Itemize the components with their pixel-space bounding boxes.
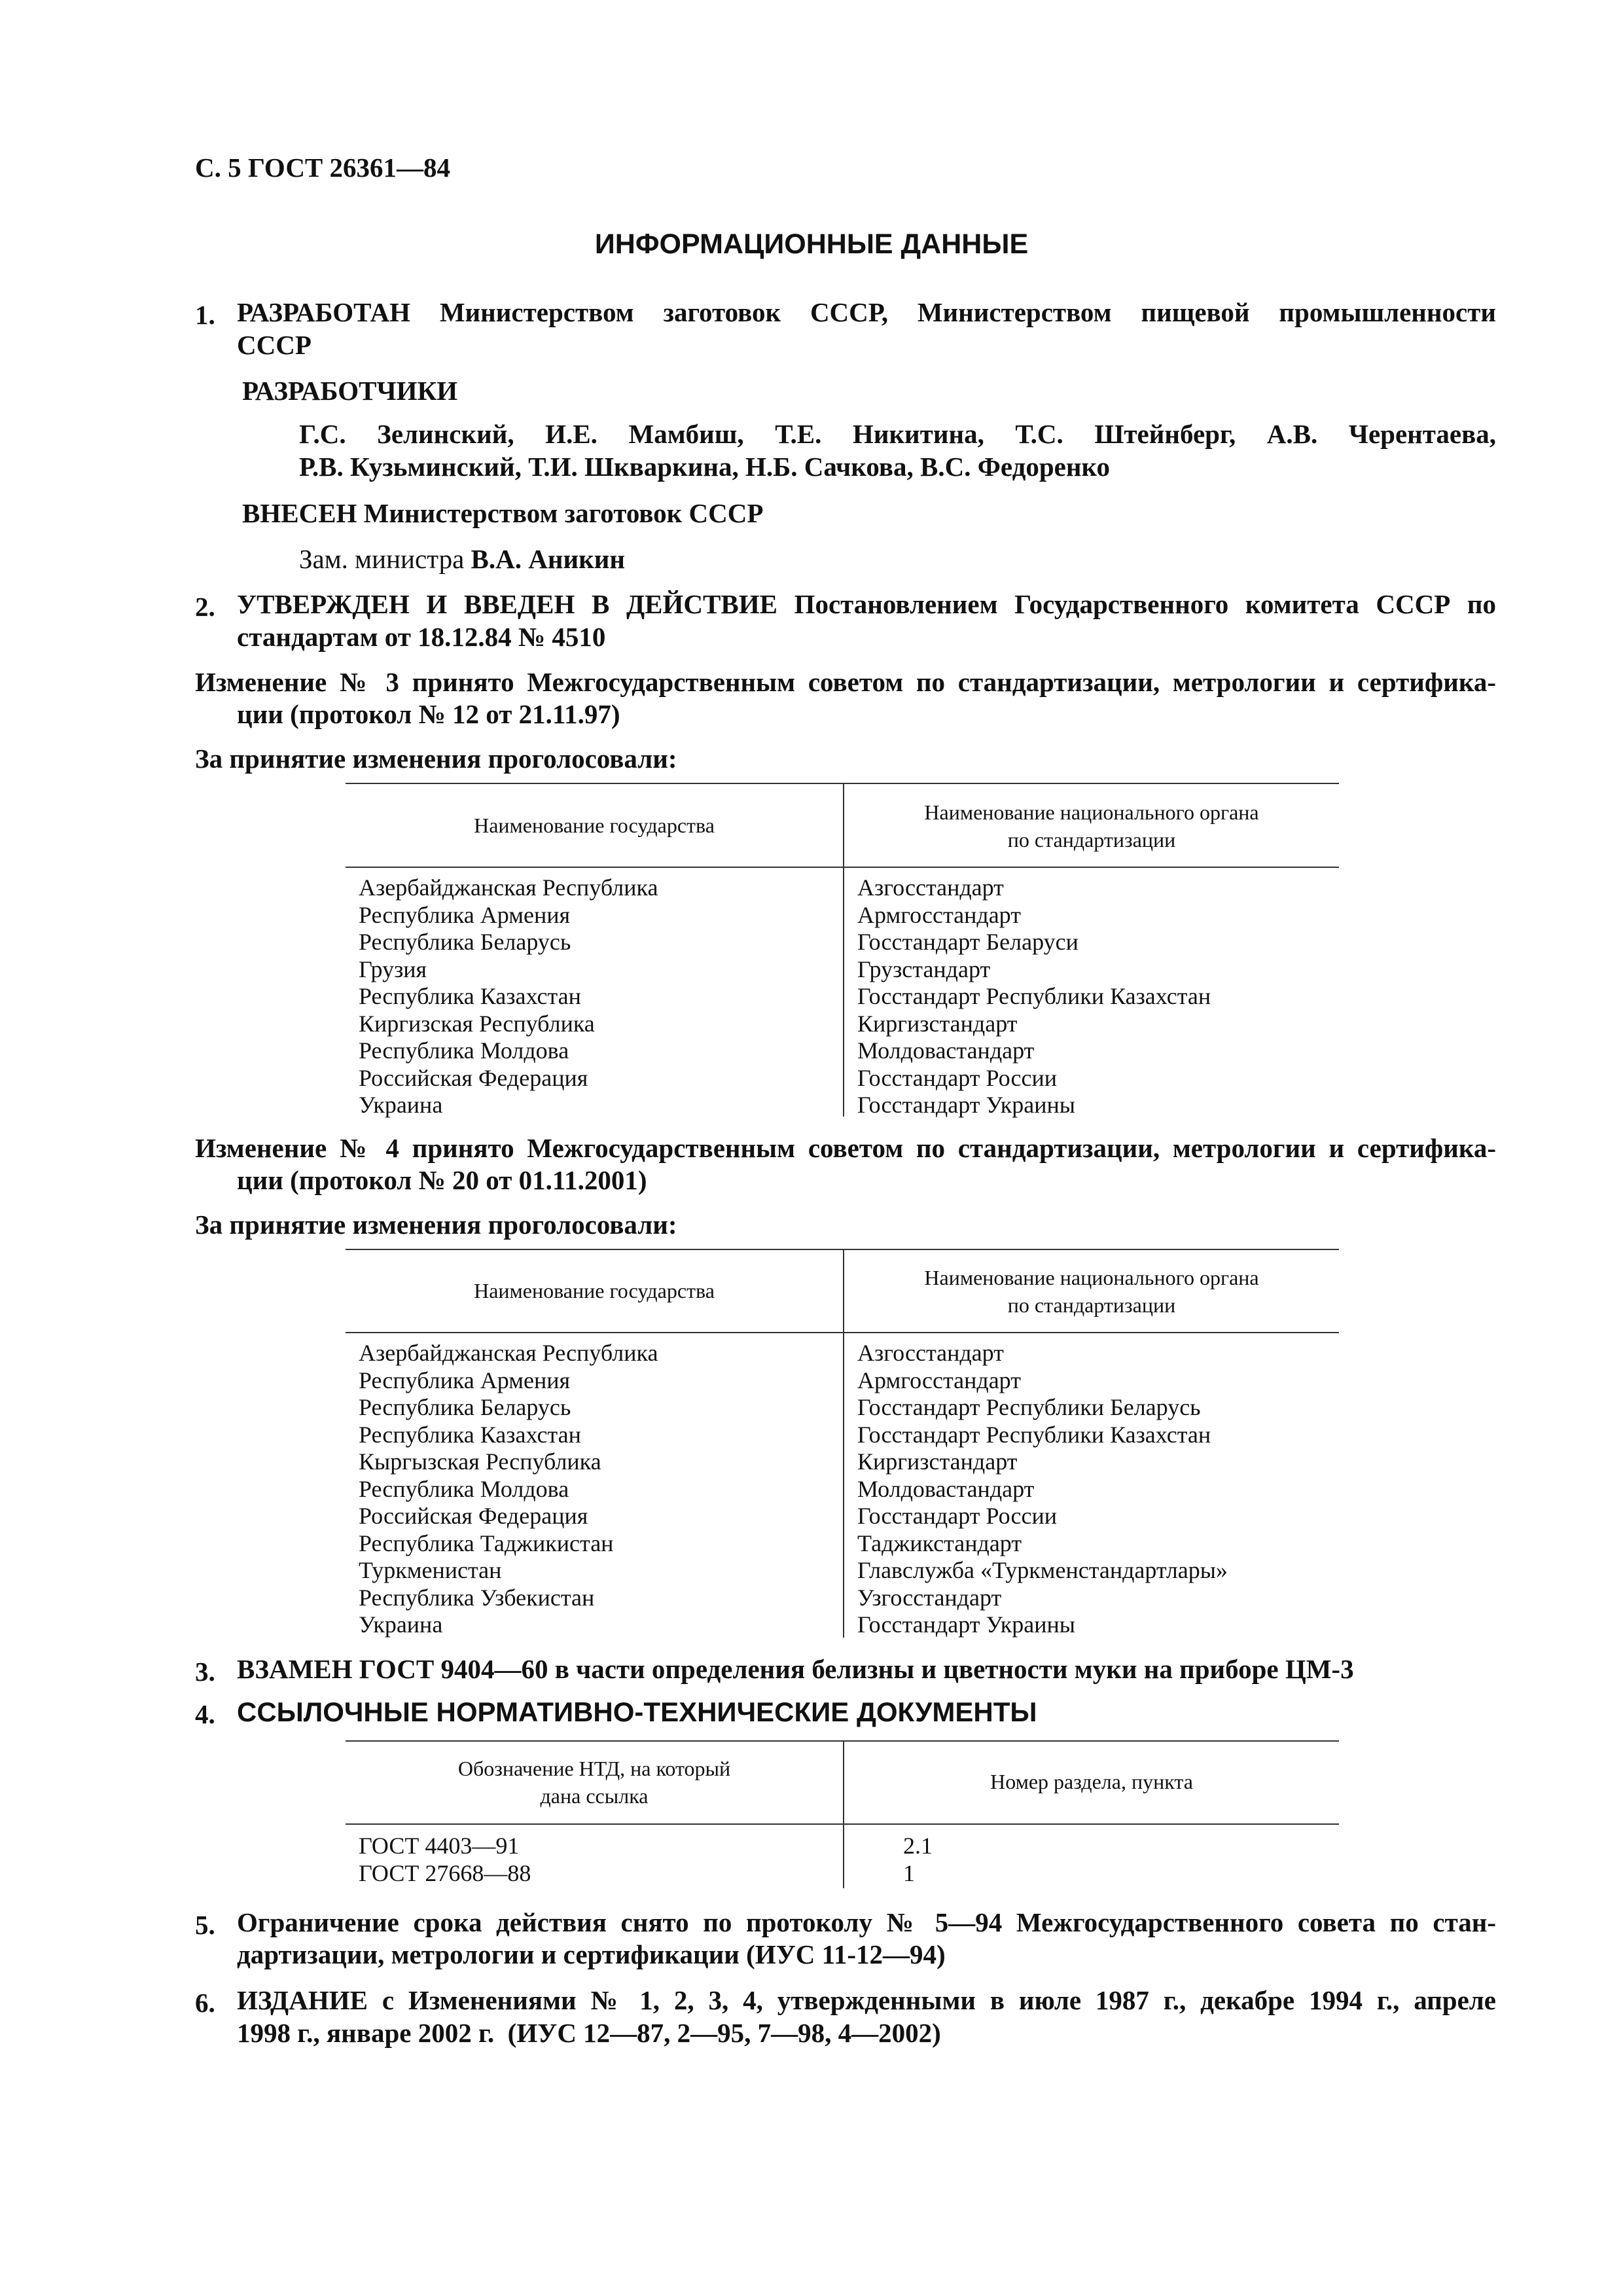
section-number-cell: 1 xyxy=(903,1859,915,1886)
state-cell: Туркменистан xyxy=(359,1557,502,1583)
col-header-body-line-1: Наименование национального органа xyxy=(924,1266,1259,1289)
change-4-line-1: Изменение № 4 принято Межгосударственным советом по стандартизации, метрологии и сертифика- xyxy=(195,1133,1496,1163)
state-cell: Азербайджанская Республика xyxy=(359,1340,658,1366)
standards-body-cell: Госстандарт Республики Казахстан xyxy=(857,983,1211,1009)
section-number-cell: 2.1 xyxy=(903,1833,933,1859)
col-header-document xyxy=(346,1755,843,1810)
state-cell: Республика Армения xyxy=(359,901,571,928)
change-3-voted-label: За принятие изменения проголосовали: xyxy=(195,744,677,774)
page-header: С. 5 ГОСТ 26361—84 xyxy=(195,152,451,183)
standards-body-cell: Молдовастандарт xyxy=(857,1475,1035,1502)
item-6-line-2: 1998 г., январе 2002 г. (ИУС 12—87, 2—95, 7—98, 4—2002) xyxy=(237,2018,941,2048)
standards-body-cell: Узгосстандарт xyxy=(857,1584,1002,1611)
standards-body-cell: Киргизстандарт xyxy=(857,1010,1018,1037)
bodies-column xyxy=(857,874,1211,1119)
state-cell: Кыргызская Республика xyxy=(359,1448,601,1475)
standards-body-cell: Госстандарт Украины xyxy=(857,1092,1075,1118)
item-6-number: 6. xyxy=(195,1988,215,2018)
standards-body-cell: Армгосстандарт xyxy=(857,901,1021,928)
col-header-body xyxy=(844,1264,1339,1319)
state-cell: Республика Армения xyxy=(359,1367,571,1393)
col-header-document-line-2: дана ссылка xyxy=(540,1784,649,1808)
deputy-name: В.А. Аникин xyxy=(471,544,625,574)
change-4-voted-label: За принятие изменения проголосовали: xyxy=(195,1210,677,1240)
item-2-number: 2. xyxy=(195,592,215,622)
item-3-number: 3. xyxy=(195,1657,215,1687)
table-header-rule xyxy=(346,867,1339,868)
table-header-rule xyxy=(346,1332,1339,1333)
standards-body-cell: Грузстандарт xyxy=(857,956,991,982)
change-4-line-2: ции (протокол № 20 от 01.11.2001) xyxy=(237,1165,647,1195)
sections-column xyxy=(903,1833,933,1887)
table-top-rule xyxy=(346,1740,1339,1742)
item-1-number: 1. xyxy=(195,300,215,330)
state-cell: Республика Казахстан xyxy=(359,983,581,1009)
developers-line-2: Р.В. Кузьминский, Т.И. Шкваркина, Н.Б. Сачкова, В.С. Федоренко xyxy=(299,452,1111,482)
documents-column xyxy=(359,1833,531,1887)
standards-body-cell: Главслужба «Туркменстандартлары» xyxy=(857,1557,1228,1583)
state-cell: Республика Молдова xyxy=(359,1475,569,1502)
col-header-section: Номер раздела, пункта xyxy=(990,1770,1193,1793)
standards-body-cell: Госстандарт Украины xyxy=(857,1611,1075,1638)
col-header-body-line-2: по стандартизации xyxy=(1007,1293,1176,1317)
state-cell: Республика Беларусь xyxy=(359,1394,571,1420)
item-3-text: ВЗАМЕН ГОСТ 9404—60 в части определения белизны и цветности муки на приборе ЦМ-3 xyxy=(237,1654,1354,1684)
change-3-line-1: Изменение № 3 принято Межгосударственным советом по стандартизации, метрологии и сертифика- xyxy=(195,667,1496,697)
item-5-line-1: Ограничение срока действия снято по протоколу № 5—94 Межгосударственного совета по стан- xyxy=(237,1907,1496,1937)
reference-document-cell: ГОСТ 4403—91 xyxy=(359,1833,520,1859)
deputy-label: Зам. министра xyxy=(299,544,465,574)
item-4-number: 4. xyxy=(195,1699,215,1729)
item-5-number: 5. xyxy=(195,1910,215,1940)
introduced-by: ВНЕСЕН Министерством заготовок СССР xyxy=(242,498,764,528)
item-5-line-2: дартизации, метрологии и сертификации (ИУС 11-12—94) xyxy=(237,1939,946,1969)
table-top-rule xyxy=(346,1249,1339,1250)
item-2-line-2: стандартам от 18.12.84 № 4510 xyxy=(237,622,606,652)
bodies-column xyxy=(857,1340,1228,1639)
state-cell: Грузия xyxy=(359,956,427,982)
item-2-line-1: УТВЕРЖДЕН И ВВЕДЕН В ДЕЙСТВИЕ Постановлением Государственного комитета СССР по xyxy=(237,589,1496,619)
deputy-minister xyxy=(299,546,625,573)
standards-body-cell: Азгосстандарт xyxy=(857,1340,1004,1366)
state-cell: Республика Таджикистан xyxy=(359,1530,614,1556)
table-top-rule xyxy=(346,783,1339,784)
standards-body-cell: Киргизстандарт xyxy=(857,1448,1018,1475)
col-header-body-line-1: Наименование национального органа xyxy=(924,800,1259,824)
col-header-body xyxy=(844,798,1339,853)
document-title: ИНФОРМАЦИОННЫЕ ДАННЫЕ xyxy=(594,228,1029,260)
standards-body-cell: Армгосстандарт xyxy=(857,1367,1021,1393)
item-1-line-2: СССР xyxy=(237,330,312,360)
state-cell: Киргизская Республика xyxy=(359,1010,595,1037)
item-4-text: ССЫЛОЧНЫЕ НОРМАТИВНО-ТЕХНИЧЕСКИЕ ДОКУМЕНТЫ xyxy=(237,1696,1037,1727)
col-header-state: Наименование государства xyxy=(474,1279,715,1302)
standards-body-cell: Госстандарт Беларуси xyxy=(857,929,1079,955)
state-cell: Российская Федерация xyxy=(359,1064,588,1091)
change-3-line-2: ции (протокол № 12 от 21.11.97) xyxy=(237,699,620,729)
standards-body-cell: Госстандарт России xyxy=(857,1064,1057,1091)
standards-body-cell: Госстандарт России xyxy=(857,1503,1057,1529)
developers-line-1: Г.С. Зелинский, И.Е. Мамбиш, Т.Е. Никитина, Т.С. Штейнберг, А.В. Черентаева, xyxy=(299,419,1496,449)
state-cell: Республика Молдова xyxy=(359,1037,569,1064)
states-column xyxy=(359,1340,658,1639)
state-cell: Республика Узбекистан xyxy=(359,1584,595,1611)
table-header-rule xyxy=(346,1823,1339,1825)
developers-label: РАЗРАБОТЧИКИ xyxy=(242,376,458,406)
standards-body-cell: Госстандарт Республики Беларусь xyxy=(857,1394,1201,1420)
state-cell: Российская Федерация xyxy=(359,1503,588,1529)
state-cell: Азербайджанская Республика xyxy=(359,874,658,901)
state-cell: Украина xyxy=(359,1611,443,1638)
item-6-line-1: ИЗДАНИЕ с Изменениями № 1, 2, 3, 4, утвержденными в июле 1987 г., декабре 1994 г., апреле xyxy=(237,1985,1496,2015)
col-header-document-line-1: Обозначение НТД, на который xyxy=(457,1757,731,1780)
state-cell: Украина xyxy=(359,1092,443,1118)
reference-document-cell: ГОСТ 27668—88 xyxy=(359,1859,531,1886)
states-column xyxy=(359,874,658,1119)
col-header-body-line-2: по стандартизации xyxy=(1007,828,1176,852)
item-1-line-1: РАЗРАБОТАН Министерством заготовок СССР, Министерством пищевой промышленности xyxy=(237,297,1496,327)
state-cell: Республика Казахстан xyxy=(359,1421,581,1448)
standards-body-cell: Госстандарт Республики Казахстан xyxy=(857,1421,1211,1448)
col-header-state: Наименование государства xyxy=(474,814,715,837)
standards-body-cell: Таджикстандарт xyxy=(857,1530,1022,1556)
state-cell: Республика Беларусь xyxy=(359,929,571,955)
standards-body-cell: Молдовастандарт xyxy=(857,1037,1035,1064)
standards-body-cell: Азгосстандарт xyxy=(857,874,1004,901)
table-column-divider xyxy=(843,1740,844,1888)
